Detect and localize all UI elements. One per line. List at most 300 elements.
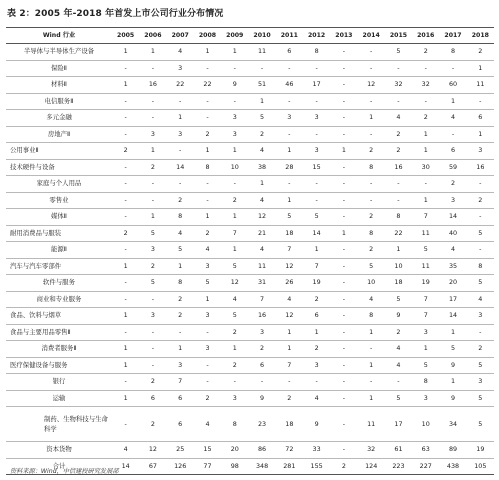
value-cell: 5 — [412, 242, 439, 259]
value-cell: 1 — [194, 291, 221, 308]
value-cell: 32 — [385, 77, 412, 94]
value-cell: 38 — [248, 159, 275, 176]
value-cell: 1 — [139, 209, 166, 226]
value-cell: 63 — [412, 442, 439, 459]
value-cell: 19 — [412, 275, 439, 292]
value-cell: 6 — [467, 110, 494, 127]
value-cell: - — [139, 176, 166, 193]
value-cell: - — [248, 60, 275, 77]
table-row — [6, 44, 494, 61]
value-cell: 1 — [248, 176, 275, 193]
value-cell: 20 — [439, 275, 466, 292]
value-cell: 155 — [303, 458, 330, 475]
value-cell: - — [467, 242, 494, 259]
value-cell: 6 — [439, 143, 466, 160]
value-cell: 5 — [439, 341, 466, 358]
value-cell: 11 — [248, 44, 275, 61]
value-cell: 10 — [385, 258, 412, 275]
value-cell: 11 — [412, 258, 439, 275]
value-cell: 25 — [167, 442, 194, 459]
value-cell: 9 — [439, 357, 466, 374]
value-cell: 1 — [194, 209, 221, 226]
value-cell: - — [112, 209, 139, 226]
value-cell: 1 — [194, 143, 221, 160]
value-cell: 4 — [248, 143, 275, 160]
industry-name-cell: 制药、生物科技与生命科学 — [6, 407, 112, 442]
value-cell: 4 — [248, 242, 275, 259]
value-cell: 5 — [248, 110, 275, 127]
table-row — [6, 308, 494, 325]
table-row — [6, 407, 494, 442]
value-cell: 2 — [385, 324, 412, 341]
value-cell: - — [385, 192, 412, 209]
value-cell: 3 — [467, 143, 494, 160]
table-row — [6, 341, 494, 358]
value-cell: 1 — [221, 143, 248, 160]
table-row — [6, 159, 494, 176]
value-cell: 86 — [248, 442, 275, 459]
value-cell: 1 — [221, 209, 248, 226]
value-cell: - — [167, 176, 194, 193]
value-cell: 1 — [358, 390, 385, 407]
value-cell: 4 — [112, 442, 139, 459]
value-cell: 34 — [439, 407, 466, 442]
value-cell: - — [112, 374, 139, 391]
value-cell: 5 — [467, 407, 494, 442]
header-year: 2009 — [221, 28, 248, 44]
value-cell: - — [248, 374, 275, 391]
value-cell: - — [303, 60, 330, 77]
industry-name-cell: 运输 — [6, 390, 112, 407]
value-cell: 18 — [276, 225, 303, 242]
value-cell: 4 — [303, 390, 330, 407]
value-cell: 1 — [112, 308, 139, 325]
value-cell: 3 — [303, 357, 330, 374]
value-cell: 15 — [194, 442, 221, 459]
value-cell: 3 — [412, 324, 439, 341]
value-cell: 1 — [139, 44, 166, 61]
value-cell: 2 — [385, 126, 412, 143]
value-cell: 2 — [167, 308, 194, 325]
industry-name-cell: 零售业 — [6, 192, 112, 209]
value-cell: 1 — [221, 341, 248, 358]
value-cell: 126 — [167, 458, 194, 475]
value-cell: 22 — [167, 77, 194, 94]
table-row — [6, 324, 494, 341]
value-cell: - — [303, 126, 330, 143]
value-cell: 2 — [358, 143, 385, 160]
industry-name-cell: 食品、饮料与烟草 — [6, 308, 112, 325]
value-cell: - — [358, 176, 385, 193]
value-cell: - — [194, 110, 221, 127]
value-cell: - — [276, 374, 303, 391]
value-cell: - — [303, 192, 330, 209]
header-year: 2010 — [248, 28, 275, 44]
value-cell: 2 — [167, 192, 194, 209]
value-cell: - — [385, 60, 412, 77]
value-cell: 5 — [276, 209, 303, 226]
value-cell: 4 — [248, 192, 275, 209]
value-cell: - — [112, 291, 139, 308]
value-cell: 8 — [167, 209, 194, 226]
value-cell: - — [167, 143, 194, 160]
value-cell: - — [385, 374, 412, 391]
value-cell: 9 — [385, 308, 412, 325]
value-cell: 8 — [385, 209, 412, 226]
value-cell: 2 — [221, 357, 248, 374]
value-cell: - — [194, 60, 221, 77]
industry-name-cell: 汽车与汽车零部件 — [6, 258, 112, 275]
value-cell: - — [358, 374, 385, 391]
table-row — [6, 143, 494, 160]
value-cell: 1 — [303, 324, 330, 341]
value-cell: - — [358, 60, 385, 77]
value-cell: - — [112, 93, 139, 110]
value-cell: - — [358, 93, 385, 110]
value-cell: 51 — [248, 77, 275, 94]
value-cell: 2 — [194, 126, 221, 143]
source-note: 资料来源：Wind，中信建投研究发展部 — [10, 468, 119, 475]
value-cell: - — [385, 93, 412, 110]
value-cell: - — [139, 291, 166, 308]
value-cell: 7 — [248, 291, 275, 308]
value-cell: - — [221, 374, 248, 391]
header-year: 2008 — [194, 28, 221, 44]
value-cell: 8 — [467, 258, 494, 275]
value-cell: 12 — [358, 77, 385, 94]
value-cell: - — [112, 407, 139, 442]
value-cell: 8 — [358, 308, 385, 325]
value-cell: 3 — [276, 110, 303, 127]
value-cell: 5 — [139, 225, 166, 242]
value-cell: - — [194, 192, 221, 209]
value-cell: - — [276, 176, 303, 193]
value-cell: - — [112, 176, 139, 193]
industry-name-cell: 公用事业Ⅱ — [6, 143, 112, 160]
value-cell: - — [330, 110, 357, 127]
value-cell: 32 — [358, 442, 385, 459]
value-cell: 12 — [276, 258, 303, 275]
value-cell: 2 — [139, 407, 166, 442]
value-cell: 72 — [276, 442, 303, 459]
value-cell: 2 — [303, 291, 330, 308]
value-cell: - — [112, 242, 139, 259]
value-cell: 1 — [358, 110, 385, 127]
value-cell: - — [194, 176, 221, 193]
value-cell: 5 — [303, 209, 330, 226]
value-cell: - — [330, 308, 357, 325]
value-cell: 2 — [139, 159, 166, 176]
value-cell: 4 — [358, 291, 385, 308]
value-cell: 6 — [276, 44, 303, 61]
value-cell: 3 — [167, 357, 194, 374]
table-row — [6, 225, 494, 242]
value-cell: 7 — [412, 291, 439, 308]
header-year: 2005 — [112, 28, 139, 44]
value-cell: 7 — [276, 242, 303, 259]
value-cell: 31 — [248, 275, 275, 292]
value-cell: 1 — [439, 324, 466, 341]
value-cell: 5 — [467, 225, 494, 242]
value-cell: 16 — [248, 308, 275, 325]
value-cell: 7 — [412, 209, 439, 226]
value-cell: 2 — [303, 341, 330, 358]
value-cell: - — [330, 324, 357, 341]
value-cell: - — [330, 44, 357, 61]
value-cell: 2 — [467, 341, 494, 358]
value-cell: 2 — [112, 143, 139, 160]
value-cell: - — [330, 258, 357, 275]
value-cell: 3 — [139, 242, 166, 259]
value-cell: 40 — [439, 225, 466, 242]
value-cell: 17 — [385, 407, 412, 442]
value-cell: - — [467, 176, 494, 193]
value-cell: 5 — [221, 258, 248, 275]
value-cell: - — [112, 192, 139, 209]
value-cell: 5 — [167, 242, 194, 259]
value-cell: 17 — [439, 291, 466, 308]
value-cell: 35 — [439, 258, 466, 275]
header-year: 2011 — [276, 28, 303, 44]
value-cell: - — [139, 341, 166, 358]
value-cell: 19 — [467, 442, 494, 459]
value-cell: 2 — [248, 126, 275, 143]
value-cell: 1 — [167, 258, 194, 275]
value-cell: 1 — [276, 143, 303, 160]
value-cell: 4 — [194, 407, 221, 442]
table-row — [6, 390, 494, 407]
value-cell: 14 — [112, 458, 139, 475]
industry-name-cell: 软件与服务 — [6, 275, 112, 292]
value-cell: - — [276, 60, 303, 77]
value-cell: 11 — [467, 77, 494, 94]
value-cell: 3 — [167, 60, 194, 77]
table-row — [6, 275, 494, 292]
value-cell: 9 — [303, 407, 330, 442]
value-cell: 3 — [467, 308, 494, 325]
table-row — [6, 209, 494, 226]
industry-name-cell: 房地产Ⅱ — [6, 126, 112, 143]
value-cell: - — [194, 93, 221, 110]
table-row — [6, 176, 494, 193]
value-cell: - — [112, 110, 139, 127]
value-cell: - — [221, 60, 248, 77]
value-cell: - — [358, 44, 385, 61]
industry-name-cell: 耐用消费品与服装 — [6, 225, 112, 242]
value-cell: - — [221, 176, 248, 193]
value-cell: 1 — [112, 77, 139, 94]
value-cell: 8 — [358, 159, 385, 176]
value-cell: 20 — [221, 442, 248, 459]
value-cell: 5 — [221, 308, 248, 325]
value-cell: 4 — [385, 110, 412, 127]
header-year: 2013 — [330, 28, 357, 44]
value-cell: 1 — [330, 225, 357, 242]
value-cell: 1 — [330, 143, 357, 160]
industry-name-cell: 媒体Ⅱ — [6, 209, 112, 226]
value-cell: 16 — [139, 77, 166, 94]
value-cell: 3 — [194, 258, 221, 275]
value-cell: 5 — [385, 390, 412, 407]
industry-name-cell: 能源Ⅱ — [6, 242, 112, 259]
value-cell: 3 — [248, 324, 275, 341]
value-cell: - — [330, 442, 357, 459]
value-cell: - — [330, 390, 357, 407]
value-cell: 60 — [439, 77, 466, 94]
value-cell: - — [330, 209, 357, 226]
value-cell: 1 — [412, 126, 439, 143]
value-cell: 2 — [467, 44, 494, 61]
value-cell: 124 — [358, 458, 385, 475]
value-cell: 46 — [276, 77, 303, 94]
value-cell: 8 — [439, 44, 466, 61]
value-cell: 4 — [276, 291, 303, 308]
value-cell: - — [139, 60, 166, 77]
value-cell: 61 — [385, 442, 412, 459]
value-cell: 7 — [276, 357, 303, 374]
header-year: 2016 — [412, 28, 439, 44]
value-cell: 32 — [412, 77, 439, 94]
industry-name-cell: 资本货物 — [6, 442, 112, 459]
value-cell: - — [330, 176, 357, 193]
value-cell: - — [167, 93, 194, 110]
value-cell: - — [112, 126, 139, 143]
value-cell: 18 — [385, 275, 412, 292]
value-cell: - — [439, 126, 466, 143]
value-cell: - — [330, 77, 357, 94]
value-cell: 16 — [385, 159, 412, 176]
value-cell: 9 — [439, 390, 466, 407]
value-cell: - — [330, 407, 357, 442]
value-cell: 1 — [221, 242, 248, 259]
value-cell: 2 — [167, 291, 194, 308]
table-row — [6, 192, 494, 209]
header-year: 2017 — [439, 28, 466, 44]
value-cell: - — [303, 93, 330, 110]
value-cell: 5 — [194, 275, 221, 292]
value-cell: 4 — [221, 291, 248, 308]
value-cell: 26 — [276, 275, 303, 292]
value-cell: 19 — [303, 275, 330, 292]
value-cell: 2 — [385, 143, 412, 160]
value-cell: 67 — [139, 458, 166, 475]
value-cell: 8 — [221, 407, 248, 442]
value-cell: 1 — [412, 192, 439, 209]
value-cell: 4 — [194, 242, 221, 259]
value-cell: 8 — [167, 275, 194, 292]
value-cell: - — [385, 176, 412, 193]
value-cell: 5 — [358, 258, 385, 275]
header-year: 2015 — [385, 28, 412, 44]
value-cell: 1 — [112, 390, 139, 407]
table-title: 表 2：2005 年-2018 年首发上市公司行业分布情况 — [7, 9, 224, 19]
value-cell: 2 — [276, 390, 303, 407]
value-cell: 17 — [303, 77, 330, 94]
table-header-row — [6, 28, 494, 44]
value-cell: 438 — [439, 458, 466, 475]
value-cell: 11 — [412, 225, 439, 242]
value-cell: - — [112, 159, 139, 176]
header-year: 2012 — [303, 28, 330, 44]
value-cell: 3 — [467, 374, 494, 391]
value-cell: - — [330, 291, 357, 308]
value-cell: 3 — [167, 126, 194, 143]
value-cell: - — [330, 242, 357, 259]
industry-name-cell: 消费者服务Ⅱ — [6, 341, 112, 358]
value-cell: 1 — [139, 143, 166, 160]
value-cell: 7 — [221, 225, 248, 242]
value-cell: - — [139, 110, 166, 127]
value-cell: 1 — [276, 324, 303, 341]
value-cell: - — [467, 209, 494, 226]
value-cell: 8 — [303, 44, 330, 61]
value-cell: 59 — [439, 159, 466, 176]
header-year: 2018 — [467, 28, 494, 44]
industry-name-cell: 合计 — [6, 458, 112, 475]
value-cell: 89 — [439, 442, 466, 459]
value-cell: 1 — [194, 44, 221, 61]
value-cell: 1 — [276, 192, 303, 209]
value-cell: 1 — [112, 44, 139, 61]
value-cell: 2 — [139, 374, 166, 391]
value-cell: 16 — [467, 159, 494, 176]
value-cell: 2 — [112, 225, 139, 242]
value-cell: 2 — [248, 341, 275, 358]
value-cell: 2 — [194, 390, 221, 407]
value-cell: 1 — [303, 242, 330, 259]
table-row — [6, 110, 494, 127]
value-cell: - — [276, 93, 303, 110]
value-cell: 4 — [385, 357, 412, 374]
value-cell: 28 — [276, 159, 303, 176]
value-cell: 1 — [412, 143, 439, 160]
industry-name-cell: 银行 — [6, 374, 112, 391]
value-cell: 2 — [139, 258, 166, 275]
value-cell: 7 — [167, 374, 194, 391]
value-cell: 4 — [439, 110, 466, 127]
value-cell: 6 — [167, 407, 194, 442]
value-cell: 14 — [439, 308, 466, 325]
value-cell: - — [330, 341, 357, 358]
header-year: 2007 — [167, 28, 194, 44]
value-cell: 33 — [303, 442, 330, 459]
value-cell: - — [467, 324, 494, 341]
value-cell: - — [194, 324, 221, 341]
table-row — [6, 291, 494, 308]
value-cell: 21 — [248, 225, 275, 242]
value-cell: 348 — [248, 458, 275, 475]
industry-name-cell: 商业和专业服务 — [6, 291, 112, 308]
value-cell: - — [194, 357, 221, 374]
industry-name-cell: 半导体与半导体生产设备 — [6, 44, 112, 61]
value-cell: - — [330, 192, 357, 209]
value-cell: 98 — [221, 458, 248, 475]
value-cell: 2 — [358, 209, 385, 226]
header-industry: Wind 行业 — [6, 28, 112, 44]
industry-name-cell: 医疗保健设备与服务 — [6, 357, 112, 374]
value-cell: 1 — [439, 93, 466, 110]
value-cell: 3 — [139, 126, 166, 143]
value-cell: 281 — [276, 458, 303, 475]
value-cell: 1 — [385, 242, 412, 259]
value-cell: 2 — [221, 324, 248, 341]
table-row — [6, 60, 494, 77]
value-cell: 2 — [439, 176, 466, 193]
table-row — [6, 126, 494, 143]
value-cell: - — [112, 60, 139, 77]
value-cell: - — [276, 126, 303, 143]
value-cell: - — [330, 60, 357, 77]
